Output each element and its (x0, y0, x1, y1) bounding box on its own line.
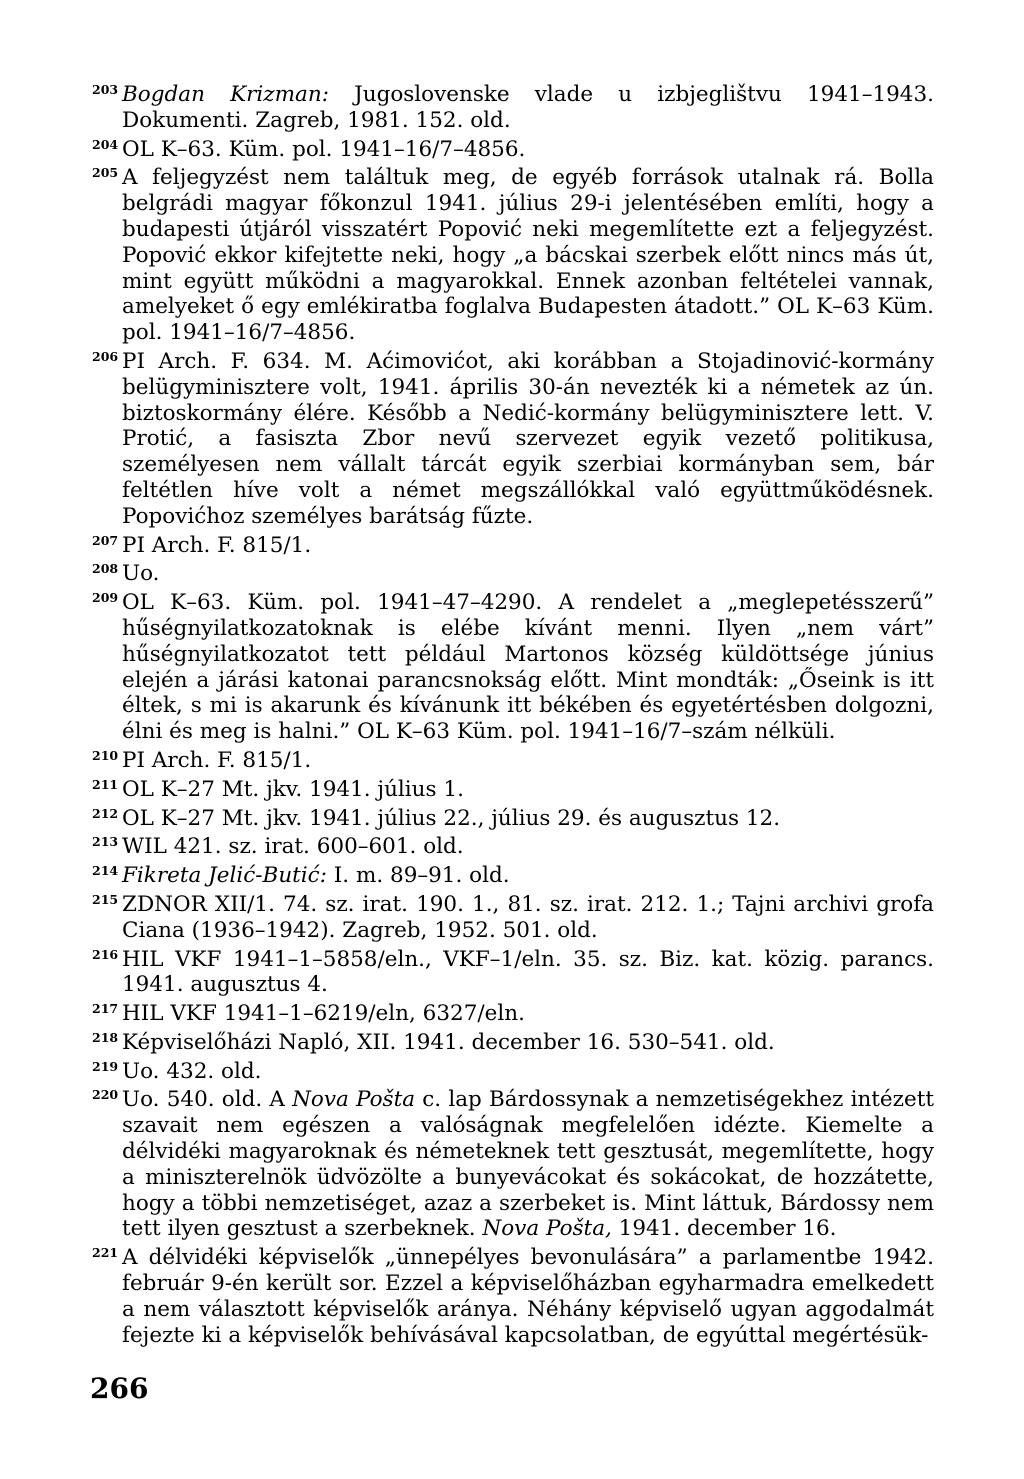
footnote-203 (92, 82, 934, 134)
footnote-217 (92, 1001, 934, 1027)
footnote-text (122, 165, 934, 345)
footnote-text (122, 1087, 934, 1241)
footnote-220 (92, 1087, 934, 1242)
footnote-text (122, 1030, 775, 1055)
text-run: Uo. (122, 561, 160, 587)
footnote-number: 203 (92, 82, 119, 97)
text-run: WIL 421. sz. irat. 600–601. old. (122, 834, 464, 860)
text-run: OL K–63. Küm. pol. 1941–16/7–4856. (122, 136, 526, 162)
footnote-218 (92, 1030, 934, 1056)
italic-text-run: Nova Pošta, (482, 1216, 612, 1242)
footnote-text (122, 777, 464, 802)
page-number: 266 (90, 1372, 149, 1405)
text-run: HIL VKF 1941–1–5858/eln., VKF–1/eln. 35. sz. Biz. kat. közig. parancs. 1941. augusztus 4. (122, 946, 934, 998)
footnote-206 (92, 349, 934, 530)
text-run: ZDNOR XII/1. 74. sz. irat. 190. 1., 81. sz. irat. 212. 1.; Tajni archivi grofa Ciana (1936–1942). Zagreb, 1952. 501. old. (122, 891, 934, 943)
footnote-number: 210 (92, 747, 119, 763)
footnote-text (122, 590, 934, 744)
footnote-text (122, 1059, 261, 1084)
text-run: I. m. 89–91. old. (326, 863, 510, 889)
footnote-221 (92, 1245, 934, 1348)
footnote-number: 216 (92, 946, 119, 962)
footnotes-list (92, 82, 934, 1351)
footnote-number: 220 (92, 1087, 119, 1103)
footnote-number: 219 (92, 1058, 119, 1074)
text-run: PI Arch. F. 815/1. (122, 532, 312, 558)
footnote-text (122, 137, 525, 162)
footnote-211 (92, 777, 934, 803)
footnote-text (122, 892, 934, 943)
italic-text-run: Fikreta Jelić-Butić: (122, 863, 327, 889)
text-run: c. lap Bárdossynak a nemzetiségekhez intézett szavait nem egészen a valóságnak megfelelően idézte. Kiemelte a délvidéki magyaroknak és németeknek tett gesztusát, megemlítette, hogy a miniszterelnök üdvözölte a bunyevácokat és sokácokat, de hozzátette, hogy a többi nemzetiséget, azaz a szerbeket is. Mint láttuk, Bárdossy nem tett ilyen gesztust a szerbeknek. (122, 1087, 934, 1242)
footnote-text (122, 349, 934, 529)
footnote-number: 218 (92, 1029, 119, 1045)
footnote-number: 215 (92, 891, 119, 907)
footnote-text (122, 748, 311, 773)
text-run: A feljegyzést nem találtuk meg, de egyéb források utalnak rá. Bolla belgrádi magyar főkonzul 1941. július 29-i jelentésében említi, hogy a budapesti útjáról visszatért Popović neki megemlítette ezt a feljegyzést. Popović ekkor kifejtette neki, hogy „a bácskai szerbek előtt nincs más út, mint együtt működni a magyarokkal. Ennek azonban feltételei vannak, amelyeket ő egy emlékiratba foglalva Budapesten átadott.” OL K–63 Küm. pol. 1941–16/7–4856. (122, 165, 934, 346)
footnote-text (122, 947, 934, 998)
text-run: PI Arch. F. 634. M. Aćimovićot, aki korábban a Stojadinović-kormány belügyminisztere volt, 1941. április 30-án nevezték ki a németek az ún. biztoskormány élére. Később a Nedić-kormány belügyminisztere lett. V. Protić, a fasiszta Zbor nevű szervezet egyik vezető politikusa, személyesen nem vállalt tárcát egyik szerbiai kormányban sem, bár feltétlen híve volt a német megszállókkal való együttműködésnek. Popovićhoz személyes barátság fűzte. (122, 348, 934, 529)
footnote-number: 211 (92, 776, 119, 792)
footnote-207 (92, 533, 934, 559)
footnote-text (122, 82, 934, 133)
footnote-215 (92, 892, 934, 944)
text-run: Képviselőházi Napló, XII. 1941. december 16. 530–541. old. (122, 1029, 775, 1055)
footnote-209 (92, 590, 934, 745)
footnote-212 (92, 806, 934, 832)
footnote-number: 207 (92, 532, 119, 548)
footnote-number: 209 (92, 590, 119, 606)
footnote-text (122, 863, 510, 888)
footnote-219 (92, 1059, 934, 1085)
footnote-text (122, 1001, 525, 1026)
text-run: PI Arch. F. 815/1. (122, 747, 312, 773)
text-run: Uo. 540. old. A (122, 1087, 293, 1113)
footnote-number: 204 (92, 136, 119, 152)
footnote-210 (92, 748, 934, 774)
text-run: OL K–27 Mt. jkv. 1941. július 22., július 29. és augusztus 12. (122, 805, 781, 831)
footnote-214 (92, 863, 934, 889)
footnote-number: 206 (92, 348, 119, 364)
text-run: OL K–27 Mt. jkv. 1941. július 1. (122, 776, 464, 802)
footnote-208 (92, 561, 934, 587)
footnote-216 (92, 947, 934, 999)
footnote-text (122, 806, 780, 831)
text-run: OL K–63. Küm. pol. 1941–47–4290. A rendelet a „meglepetésszerű” hűségnyilatkozatoknak is elébe kívánt menni. Ilyen „nem várt” hűségnyilatkozatot tett például Martonos község küldöttsége június elején a járási katonai parancsnokság előtt. Mint mondták: „Őseink is itt éltek, s mi is akarunk és kívánunk itt békében és egyetértésben dolgozni, élni és meg is halni.” OL K–63 Küm. pol. 1941–16/7–szám nélküli. (122, 590, 934, 745)
footnote-205 (92, 165, 934, 346)
text-run: 1941. december 16. (611, 1216, 837, 1242)
italic-text-run: Bogdan Krizman: (122, 82, 329, 107)
footnote-text (122, 1245, 934, 1347)
footnote-204 (92, 137, 934, 163)
footnote-number: 217 (92, 1001, 119, 1017)
footnote-213 (92, 834, 934, 860)
footnote-number: 205 (92, 165, 119, 181)
footnote-text (122, 834, 464, 859)
footnote-number: 214 (92, 863, 119, 879)
text-run: Uo. 432. old. (122, 1058, 262, 1084)
text-run: Jugoslovenske vlade u izbjeglištvu 1941–1943. Dokumenti. Zagreb, 1981. 152. old. (122, 82, 934, 133)
text-run: A délvidéki képviselők „ünnepélyes bevonulására” a parlamentbe 1942. február 9-én került sor. Ezzel a képviselőházban egyharmadra emelkedett a nem választott képviselők aránya. Néhány képviselő ugyan aggodalmát fejezte ki a képviselők behívásával kapcsolatban, de egyúttal megértésük- (122, 1245, 934, 1348)
footnote-text (122, 561, 160, 586)
italic-text-run: Nova Pošta (292, 1087, 416, 1113)
footnote-number: 208 (92, 561, 119, 577)
footnote-number: 221 (92, 1245, 119, 1261)
footnote-text (122, 533, 311, 558)
footnote-number: 212 (92, 805, 119, 821)
text-run: HIL VKF 1941–1–6219/eln, 6327/eln. (122, 1001, 525, 1027)
footnote-number: 213 (92, 834, 119, 850)
